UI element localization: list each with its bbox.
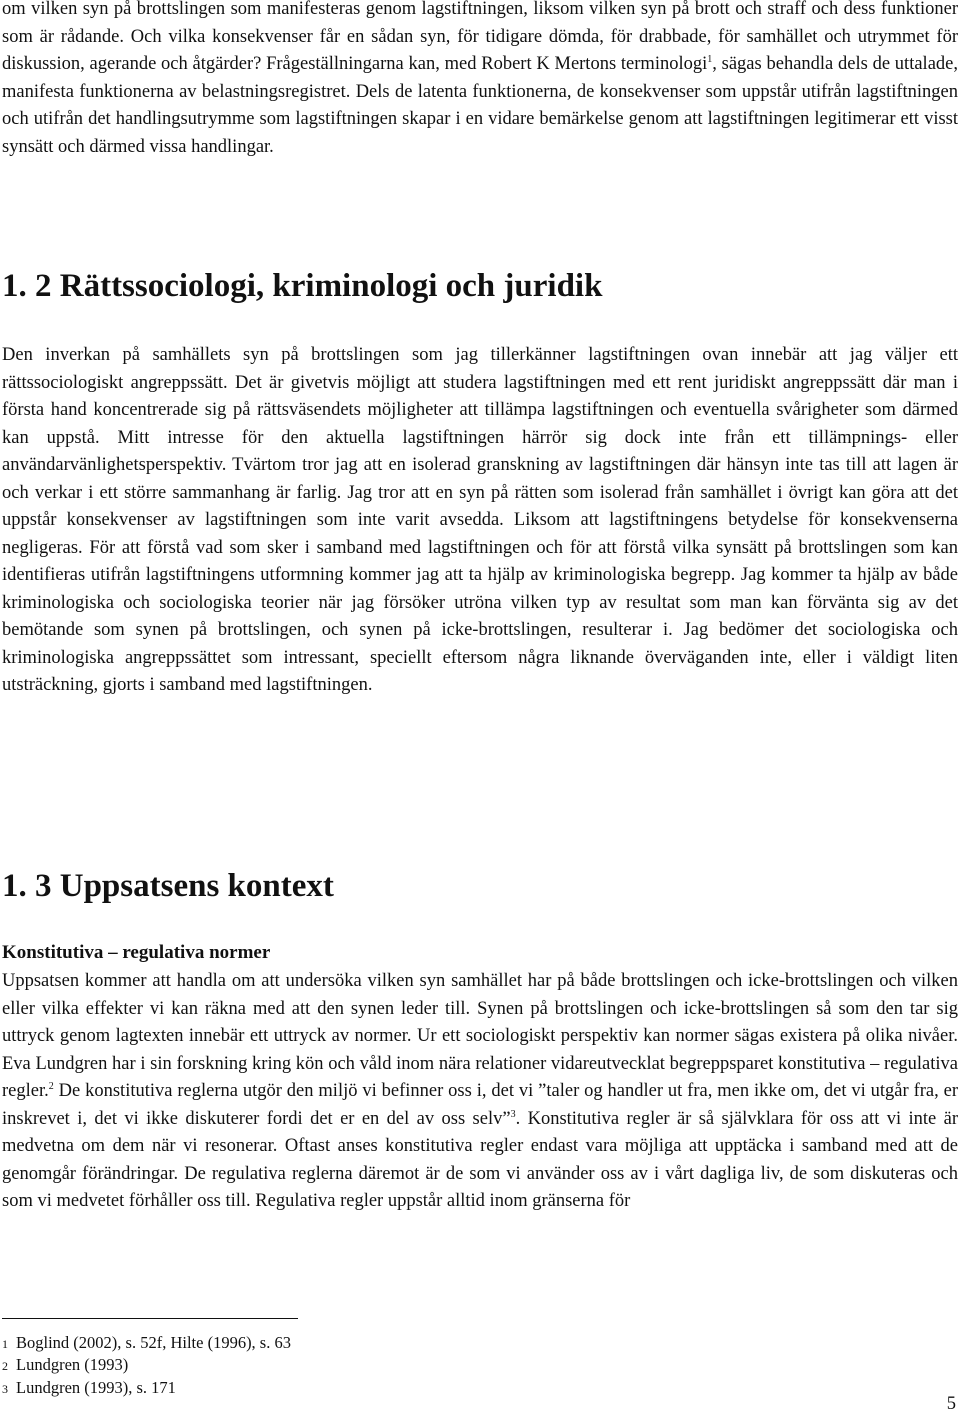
footnote-1-text: Boglind (2002), s. 52f, Hilte (1996), s. 63 bbox=[16, 1333, 291, 1352]
page-number: 5 bbox=[946, 1394, 956, 1414]
footnote-ref-1[interactable]: 1 bbox=[707, 54, 713, 65]
intro-text-part1: om vilken syn på brottslingen som manifesteras genom lagstiftningen, liksom vilken syn på brott och straff och dess funktioner som är rådande. Och vilka konsekvenser får en sådan syn, för tidigare dömda, för drabbade, för samhället och utrymmet för diskussion, agerande och åtgärder? Frågeställningarna kan, med Robert K Mertons terminologi bbox=[2, 0, 958, 74]
subheading-konstitutiva-regulativa: Konstitutiva – regulativa normer bbox=[2, 942, 271, 963]
intro-paragraph bbox=[2, 0, 958, 161]
section-heading-1-2: 1. 2 Rättssociologi, kriminologi och juridik bbox=[2, 268, 603, 304]
footnote-1-number: 1 bbox=[2, 1337, 8, 1351]
section-1-3-text-part3: . Konstitutiva regler är så självklara för oss att vi inte är medvetna om dem när vi resonerar. Oftast anses konstitutiva regler endast vara möjliga att upptäcka i samband med att de genomgår förändringar. De regulativa reglerna däremot är de som vi använder oss av i vårt dagliga liv, de som diskuteras och som vi medvetet förhåller oss till. Regulativa regler uppstår alltid inom gränserna för bbox=[2, 1108, 958, 1211]
footnote-3-text: Lundgren (1993), s. 171 bbox=[16, 1378, 176, 1397]
section-heading-1-3: 1. 3 Uppsatsens kontext bbox=[2, 868, 334, 904]
footnote-ref-2[interactable]: 2 bbox=[48, 1081, 54, 1092]
footnote-2 bbox=[2, 1354, 128, 1377]
footnote-ref-3[interactable]: 3 bbox=[510, 1108, 516, 1120]
footnote-3 bbox=[2, 1377, 176, 1400]
footnote-2-number: 2 bbox=[2, 1359, 8, 1373]
section-1-3-text-part1: Uppsatsen kommer att handla om att undersöka vilken syn samhället har på både brottslingen och icke-brottslingen och vilken eller vilka effekter vi kan räkna med att den synen leder till. Synen på brottslingen och icke-brottslingen så som den tar sig uttryck genom lagtexten innebär ett uttryck av normer. Ur ett sociologiskt perspektiv kan normer sägas existera på olika nivåer. Eva Lundgren har i sin forskning kring kön och våld inom nära relationer vidareutvecklat begreppsparet konstitutiva – regulativa regler. bbox=[2, 971, 958, 1101]
footnote-2-text: Lundgren (1993) bbox=[16, 1355, 129, 1374]
section-1-3-paragraph bbox=[2, 968, 958, 1216]
section-1-3-text-part2: De konstitutiva reglerna utgör den miljö vi befinner oss i, det vi ”taler og handler ut fra, men ikke om, det vi utgår fra, er inskrevet i, det vi ikke diskuterer fordi det er en del av oss selv” bbox=[2, 1081, 958, 1129]
intro-text-part2: , sägas behandla dels de uttalade, manifesta funktionerna av belastningsregistret. Dels de latenta funktionerna, de konsekvenser som uppstår utifrån lagstiftningen och utifrån det handlingsutrymme som lagstiftningen skapar i en vidare bemärkelse genom att lagstiftningen legitimerar ett visst synsätt och därmed vissa handlingar. bbox=[2, 54, 958, 157]
footnote-3-number: 3 bbox=[2, 1382, 8, 1396]
section-1-2-paragraph: Den inverkan på samhällets syn på brottslingen som jag tillerkänner lagstiftningen ovan innebär att jag väljer ett rättssociologiskt angreppssätt. Det är givetvis möjligt att studera lagstiftningen med ett rent juridiskt angreppssätt där man i första hand koncentrerade sig på rättsväsendets möjligheter att tillämpa lagstiftningen och eventuella svårigheter som därmed kan uppstå. Mitt intresse för den aktuella lagstiftningen härrör sig dock inte från ett tillämpnings- eller användarvänlighetsperspektiv. Tvärtom tror jag att en isolerad granskning av lagstiftningen där hänsyn inte tas till att lagen är och verkar i ett större sammanhang är farlig. Jag tror att en syn på rätten som isolerad från samhället i övrigt kan göra att det uppstår konsekvenser av lagstiftningen som inte varit avsedda. Liksom att lagstiftningens betydelse för konsekvenserna negligeras. För att förstå vad som sker i samband med lagstiftningen och för att förstå vilka synsätt på brottslingen som kan identifieras utifrån lagstiftningens utformning kommer jag att ta hjälp av kriminologiska begrepp. Jag kommer ta hjälp av både kriminologiska och sociologiska teorier när jag försöker utröna vilken typ av resultat som man kan förvänta sig av det bemötande som synen på brottslingen, och synen på icke-brottslingen, resulterar i. Jag bedömer det sociologiska och kriminologiska angreppssättet som intressant, speciellt eftersom några liknande överväganden inte, eller i väldigt liten utsträckning, gjorts i samband med lagstiftningen. bbox=[2, 345, 958, 695]
footnote-1 bbox=[2, 1332, 291, 1355]
footnote-separator bbox=[2, 1318, 298, 1319]
